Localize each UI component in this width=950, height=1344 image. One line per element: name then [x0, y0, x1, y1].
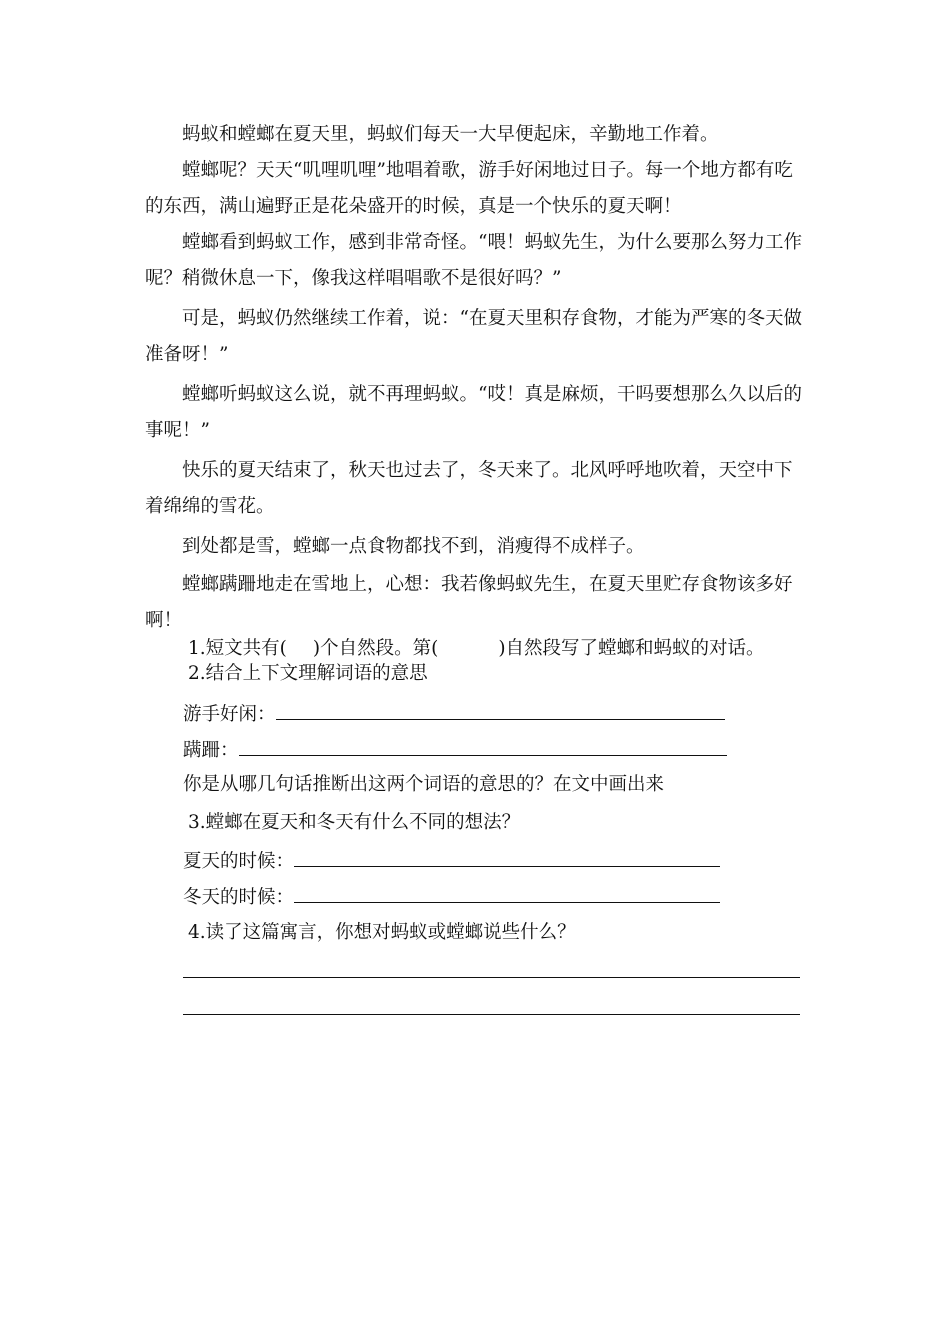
question-2-followup: 你是从哪几句话推断出这两个词语的意思的？在文中画出来 [183, 774, 665, 795]
question-3-title: 3.螳螂在夏天和冬天有什么不同的想法？ [188, 812, 521, 833]
question-1-text-a: 1.短文共有( [188, 638, 287, 659]
question-1 [188, 637, 765, 661]
question-2-word-2 [183, 737, 727, 763]
story-paragraph-8: 螳螂蹒跚地走在雪地上，心想：我若像蚂蚁先生，在夏天里贮存食物该多好啊！ [145, 574, 793, 631]
question-4-answer-line-1[interactable] [183, 977, 800, 978]
word-2-label: 蹒跚： [183, 740, 239, 761]
story-paragraph-2: 螳螂呢？天天“叽哩叽哩”地唱着歌，游手好闲地过日子。每一个地方都有吃的东西，满山遍野正是花朵盛开的时候，真是一个快乐的夏天啊！ [145, 160, 793, 217]
story-paragraph-4: 可是，蚂蚁仍然继续工作着，说：“在夏天里积存食物，才能为严寒的冬天做准备呀！” [145, 308, 802, 365]
question-3-summer [183, 848, 720, 874]
story-paragraph-3: 螳螂看到蚂蚁工作，感到非常奇怪。“喂！蚂蚁先生，为什么要那么努力工作呢？稍微休息一下，像我这样唱唱歌不是很好吗？” [145, 232, 802, 289]
question-2-word-1 [183, 701, 725, 727]
summer-answer-line[interactable] [294, 848, 720, 867]
question-1-text-c: )自然段写了螳螂和蚂蚁的对话。 [498, 638, 765, 659]
word-2-answer-line[interactable] [239, 737, 727, 756]
story-paragraph-6: 快乐的夏天结束了，秋天也过去了，冬天来了。北风呼呼地吹着，天空中下着绵绵的雪花。 [145, 460, 793, 517]
question-3-winter [183, 884, 720, 910]
question-4-title: 4.读了这篇寓言，你想对蚂蚁或螳螂说些什么？ [188, 922, 576, 943]
story-paragraph-5: 螳螂听蚂蚁这么说，就不再理蚂蚁。“哎！真是麻烦，干吗要想那么久以后的事呢！” [145, 384, 802, 441]
winter-label: 冬天的时候： [183, 887, 295, 908]
question-2-title: 2.结合上下文理解词语的意思 [188, 663, 428, 684]
winter-answer-line[interactable] [294, 884, 720, 903]
question-1-text-b: )个自然段。第( [312, 638, 439, 659]
word-1-label: 游手好闲： [183, 704, 276, 725]
summer-label: 夏天的时候： [183, 851, 295, 872]
word-1-answer-line[interactable] [276, 701, 725, 720]
story-paragraph-7: 到处都是雪，螳螂一点食物都找不到，消瘦得不成样子。 [182, 536, 645, 557]
story-paragraph-1: 蚂蚁和螳螂在夏天里，蚂蚁们每天一大早便起床，辛勤地工作着。 [182, 124, 719, 145]
question-4-answer-line-2[interactable] [183, 1014, 800, 1015]
